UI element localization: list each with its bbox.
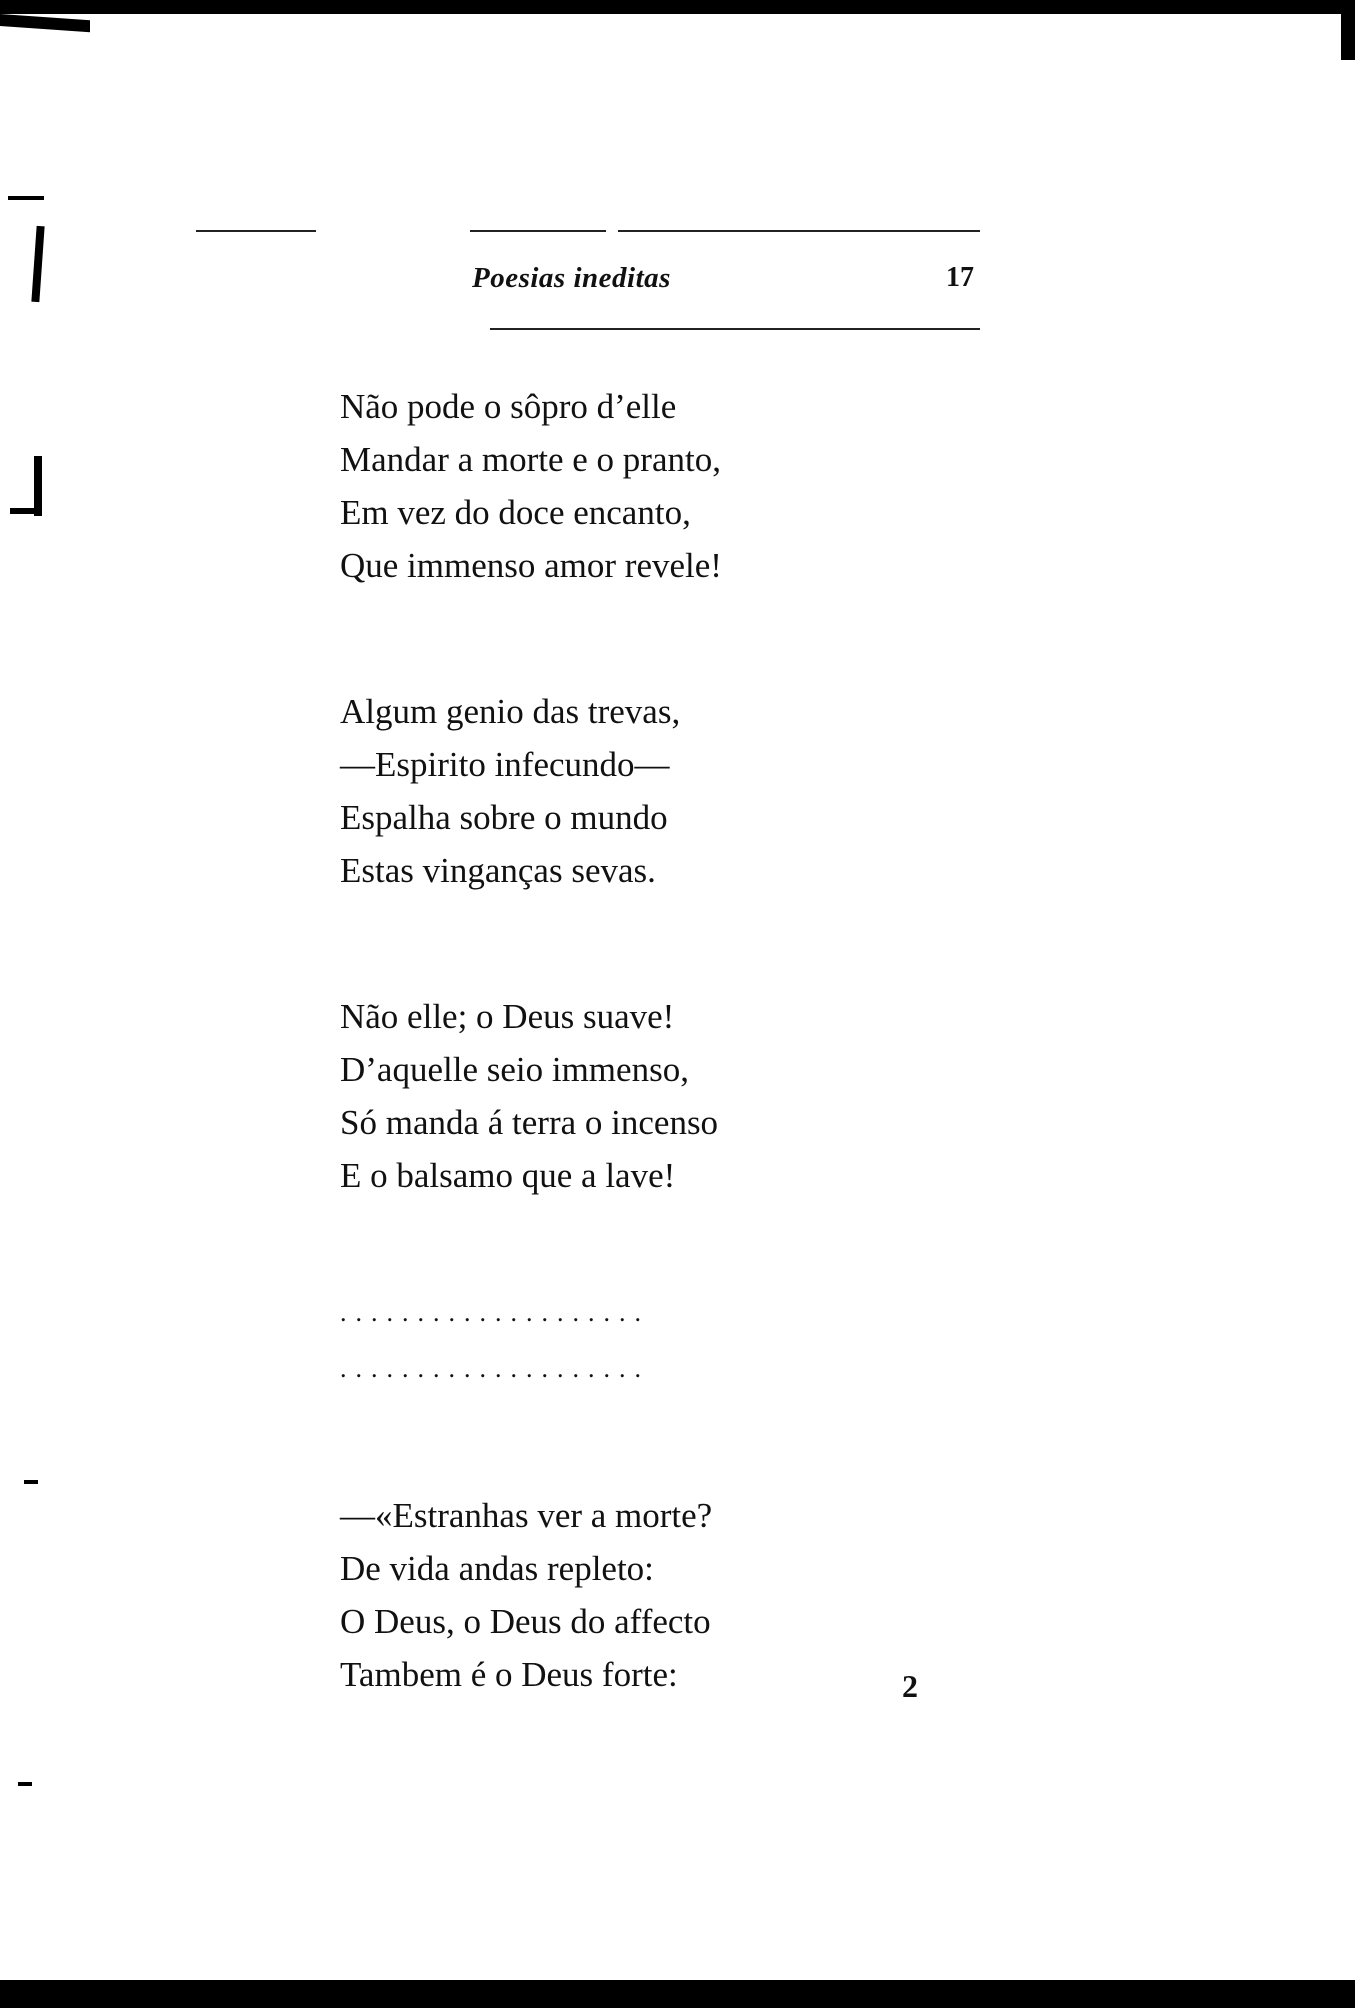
header-rule-top	[618, 230, 980, 232]
scan-mark-left-1	[8, 196, 44, 200]
stanza-2	[340, 685, 1040, 897]
page-number: 17	[946, 262, 974, 293]
verse-line: D’aquelle seio immenso,	[340, 1050, 689, 1089]
verse-line: Não elle; o Deus suave!	[340, 997, 675, 1036]
verse-line: —Espirito infecundo—	[340, 745, 670, 784]
header-rule-bottom	[490, 328, 980, 330]
stanza-final	[340, 1489, 1040, 1701]
verse-line: Em vez do doce encanto,	[340, 493, 691, 532]
scan-corner-top-right	[1341, 0, 1355, 60]
verse-line: De vida andas repleto:	[340, 1549, 654, 1588]
verse-line: Não pode o sôpro d’elle	[340, 387, 677, 426]
header-rule-top	[470, 230, 606, 232]
verse-line: Só manda á terra o incenso	[340, 1103, 719, 1142]
scan-border-top-edge	[0, 14, 90, 32]
verse-line: E o balsamo que a lave!	[340, 1156, 676, 1195]
omission-dots	[340, 1285, 1040, 1397]
scan-mark-left-4	[10, 508, 40, 514]
scan-mark-left-3	[34, 456, 42, 516]
signature-mark: 2	[902, 1668, 918, 1704]
dotted-line: ....................	[340, 1354, 650, 1383]
dotted-line: ....................	[340, 1298, 650, 1327]
scan-mark-left-5	[24, 1480, 38, 1484]
stanza-1	[340, 380, 1040, 592]
scan-border-bottom	[0, 1980, 1355, 2008]
stanza-3	[340, 990, 1040, 1202]
verse-line: O Deus, o Deus do affecto	[340, 1602, 711, 1641]
verse-line: Algum genio das trevas,	[340, 692, 681, 731]
verse-line: —«Estranhas ver a morte?	[340, 1496, 713, 1535]
running-title: Poesias ineditas	[472, 262, 671, 294]
verse-line: Tambem é o Deus forte:	[340, 1655, 678, 1694]
scan-mark-left-6	[18, 1782, 32, 1786]
poem	[340, 380, 1040, 1794]
verse-line: Mandar a morte e o pranto,	[340, 440, 721, 479]
header-rule-top	[196, 230, 316, 232]
scan-mark-left-2	[31, 226, 44, 302]
verse-line: Estas vinganças sevas.	[340, 851, 656, 890]
verse-line: Que immenso amor revele!	[340, 546, 722, 585]
scan-border-top	[0, 0, 1355, 14]
verse-line: Espalha sobre o mundo	[340, 798, 668, 837]
